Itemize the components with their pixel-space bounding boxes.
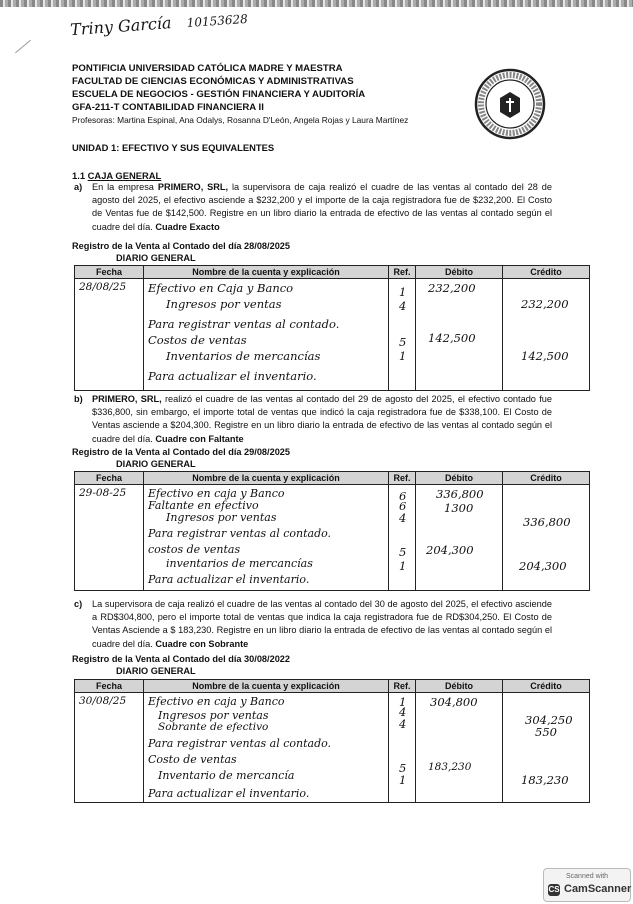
account-line: inventarios de mercancías: [166, 557, 313, 570]
exercise-a-text: [74, 181, 552, 234]
case-type: Cuadre con Faltante: [155, 433, 244, 444]
account-line: Efectivo en caja y Banco: [148, 487, 285, 500]
col-cuenta: Nombre de la cuenta y explicación: [144, 680, 389, 693]
debit-value: 304,800: [430, 695, 478, 709]
ref-value: 1: [399, 285, 407, 299]
university-seal-icon: [474, 68, 546, 140]
registro-title: Registro de la Venta al Contado del día 29/08/2025: [72, 447, 291, 457]
credit-value: 336,800: [523, 515, 571, 529]
student-name: Triny García: [69, 13, 173, 40]
account-line: Efectivo en caja y Banco: [148, 695, 285, 708]
exercise-label: b): [74, 394, 83, 404]
scanner-line2: CamScanner: [564, 883, 632, 895]
ref-value: 6: [399, 499, 407, 513]
account-line: Para actualizar el inventario.: [148, 787, 310, 800]
institution-line: GFA-211-T CONTABILIDAD FINANCIERA II: [72, 102, 264, 113]
company-name: PRIMERO, SRL,: [92, 394, 162, 404]
col-cuenta: Nombre de la cuenta y explicación: [144, 266, 389, 279]
ref-value: 1: [399, 349, 407, 363]
account-line: Sobrante de efectivo: [158, 721, 269, 733]
institution-block: [72, 62, 365, 114]
entry-date: 29-08-25: [79, 487, 127, 499]
col-ref: Ref.: [389, 680, 416, 693]
ref-value: 1: [399, 695, 407, 709]
scan-edge: [0, 0, 633, 7]
account-line: Para registrar ventas al contado.: [148, 737, 332, 750]
account-line: costos de ventas: [148, 543, 241, 556]
credit-value: 183,230: [521, 773, 569, 787]
case-type: Cuadre Exacto: [155, 221, 220, 232]
diario-label: DIARIO GENERAL: [116, 666, 196, 676]
institution-line: PONTIFICIA UNIVERSIDAD CATÓLICA MADRE Y MAESTRA: [72, 63, 343, 74]
debit-value: 232,200: [428, 281, 476, 295]
journal-table-b: [74, 471, 590, 591]
col-fecha: Fecha: [75, 680, 144, 693]
professors-line: Profesoras: Martina Espinal, Ana Odalys, Rosanna D'León, Angela Rojas y Laura Martínez: [72, 115, 409, 125]
ref-value: 4: [399, 511, 407, 525]
student-id: 10153628: [186, 11, 249, 31]
account-line: Costos de ventas: [148, 333, 247, 347]
col-fecha: Fecha: [75, 472, 144, 485]
col-credito: Crédito: [503, 680, 590, 693]
ref-value: 1: [399, 773, 407, 787]
student-name-handwritten: [70, 8, 249, 39]
ref-value: 5: [399, 761, 407, 775]
registro-title: Registro de la Venta al Contado del día 30/08/2022: [72, 654, 291, 664]
exercise-text: realizó el cuadre de las ventas al contado del 29 de agosto del 2025, el efectivo contado fue $336,800, sin embargo, el importe total de ventas que indicó la caja registradora fue de $338,100. El Costo de Ventas asciende a $204,300. Registre en un libro diario la entrada de efectivo de las ventas al contado según el cuadre del día.: [92, 394, 552, 444]
exercise-label: a): [74, 182, 83, 192]
col-credito: Crédito: [503, 472, 590, 485]
account-line: Ingresos por ventas: [158, 709, 269, 722]
ref-value: 5: [399, 335, 407, 349]
case-type: Cuadre con Sobrante: [155, 638, 249, 649]
col-ref: Ref.: [389, 266, 416, 279]
credit-value: 232,200: [521, 297, 569, 311]
account-line: Para registrar ventas al contado.: [148, 527, 332, 540]
col-debito: Débito: [416, 472, 503, 485]
entry-date: 28/08/25: [79, 281, 127, 293]
account-line: Efectivo en Caja y Banco: [148, 281, 294, 295]
col-cuenta: Nombre de la cuenta y explicación: [144, 472, 389, 485]
debit-value: 183,230: [428, 761, 472, 773]
account-line: Inventarios de mercancías: [166, 349, 321, 363]
exercise-text: la supervisora de caja realizó el cuadre de las ventas al contado del 28 de agosto del 2025, el efectivo asciende a $232,200 y el importe de la caja registradora fue de $232,200. El Costo de Ventas fue de $142,500. Registre en un libro diario la entrada de efectivo de las ventas al contado según el cuadre del día.: [92, 182, 552, 232]
exercise-c-text: [74, 598, 552, 651]
col-credito: Crédito: [503, 266, 590, 279]
credit-value: 142,500: [521, 349, 569, 363]
pen-mark: [15, 40, 31, 54]
entry-date: 30/08/25: [79, 695, 127, 707]
registro-title: Registro de la Venta al Contado del día 28/08/2025: [72, 241, 291, 251]
journal-table-c: [74, 679, 590, 803]
exercise-b-text: [74, 393, 552, 446]
col-ref: Ref.: [389, 472, 416, 485]
exercise-text: En la empresa: [92, 182, 158, 192]
ref-value: 4: [399, 705, 407, 719]
ref-value: 1: [399, 559, 407, 573]
company-name: PRIMERO, SRL,: [157, 182, 229, 192]
ref-value: 6: [399, 489, 407, 503]
account-line: Faltante en efectivo: [148, 499, 259, 512]
journal-table-a: [74, 265, 590, 391]
debit-value: 1300: [444, 501, 474, 515]
account-line: Para actualizar el inventario.: [148, 369, 317, 383]
debit-value: 142,500: [428, 331, 476, 345]
ref-value: 5: [399, 545, 407, 559]
section-name: CAJA GENERAL: [87, 170, 162, 181]
col-debito: Débito: [416, 266, 503, 279]
camscanner-watermark: [543, 868, 631, 902]
debit-value: 336,800: [436, 487, 484, 501]
account-line: Ingresos por ventas: [166, 297, 282, 311]
section-number: 1.1: [72, 170, 86, 181]
credit-value: 204,300: [519, 559, 567, 573]
institution-line: ESCUELA DE NEGOCIOS - GESTIÓN FINANCIERA Y AUDITORÍA: [72, 89, 366, 100]
credit-value: 304,250: [525, 713, 573, 727]
account-line: Ingresos por ventas: [166, 511, 277, 524]
institution-line: FACULTAD DE CIENCIAS ECONÓMICAS Y ADMINISTRATIVAS: [72, 76, 354, 87]
account-line: Para registrar ventas al contado.: [148, 317, 340, 331]
account-line: Para actualizar el inventario.: [148, 573, 310, 586]
account-line: Costo de ventas: [148, 753, 237, 766]
debit-value: 204,300: [426, 543, 474, 557]
exercise-label: c): [74, 599, 83, 609]
account-line: Inventario de mercancía: [158, 769, 295, 782]
ref-value: 4: [399, 299, 407, 313]
col-fecha: Fecha: [75, 266, 144, 279]
ref-value: 4: [399, 717, 407, 731]
exercise-text: La supervisora de caja realizó el cuadre de las ventas al contado del 30 de agosto del 2025, el efectivo asciende a RD$304,800, pero el importe total de ventas que indica la caja registradora fue de RD$304,250. El Costo de Ventas Asciende a $ 183,230. Registre en un libro diario la entrada de efectivo de las ventas al contado según el cuadre del día.: [92, 599, 552, 649]
camscanner-logo-icon: CS: [548, 885, 560, 894]
scanner-line1: Scanned with: [566, 873, 609, 880]
unit-title: UNIDAD 1: EFECTIVO Y SUS EQUIVALENTES: [72, 142, 275, 153]
col-debito: Débito: [416, 680, 503, 693]
diario-label: DIARIO GENERAL: [116, 459, 196, 469]
diario-label: DIARIO GENERAL: [116, 253, 196, 263]
credit-value: 550: [535, 725, 557, 739]
section-title: [72, 170, 161, 181]
